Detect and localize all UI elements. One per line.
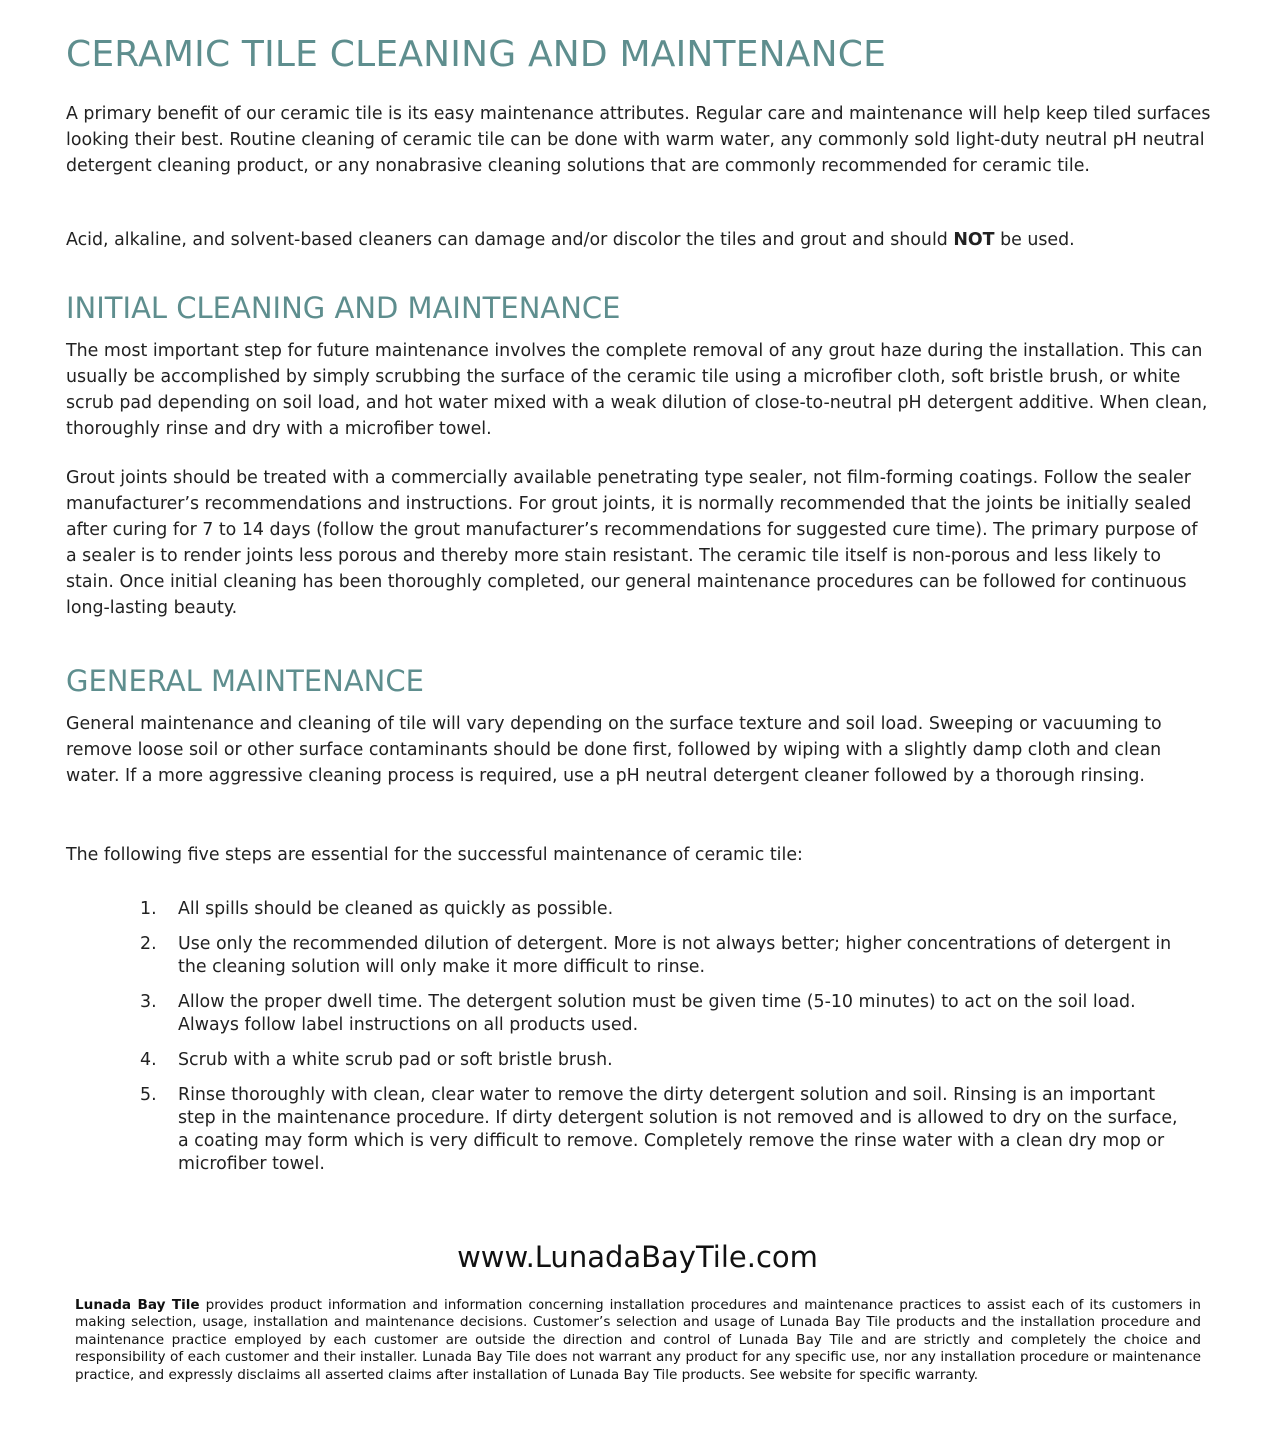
initial-paragraph-2: Grout joints should be treated with a commercially available penetrating type sealer, not film-forming coatings. Follow the sealer manufacturer’s recommendations and instructions. For grout joints, it is normally recommended that the joints be initially sealed after curing for 7 to 14 days (follow the grout manufacturer’s recommendations for suggested cure time). The primary purpose of a sealer is to render joints less porous and thereby more stain resistant. The ceramic tile itself is non-porous and less likely to stain. Once initial cleaning has been thoroughly completed, our general maintenance procedures can be followed for continuous long-lasting beauty. [66, 468, 1198, 618]
step-number: 3. [140, 992, 157, 1012]
disclaimer-brand: Lunada Bay Tile [75, 1297, 200, 1313]
step-number: 4. [140, 1050, 157, 1070]
warning-paragraph [66, 227, 1211, 253]
page-title: CERAMIC TILE CLEANING AND MAINTENANCE [66, 34, 887, 75]
list-item [138, 898, 1178, 921]
step-text: Use only the recommended dilution of detergent. More is not always better; higher concentrations of detergent in the cleaning solution will only make it more difficult to rinse. [178, 934, 1172, 977]
step-number: 1. [140, 899, 157, 919]
general-paragraph-1: General maintenance and cleaning of tile will vary depending on the surface texture and soil load. Sweeping or vacuuming to remove loose soil or other surface contaminants should be done first, followed by wiping with a slightly damp cloth and clean water. If a more aggressive cleaning process is required, use a pH neutral detergent cleaner followed by a thorough rinsing. [66, 714, 1162, 786]
list-item [138, 991, 1178, 1037]
step-text: All spills should be cleaned as quickly as possible. [178, 899, 614, 919]
disclaimer-paragraph [75, 1297, 1201, 1384]
step-text: Allow the proper dwell time. The detergent solution must be given time (5-10 minutes) to act on the soil load. Always follow label instructions on all products used. [178, 992, 1136, 1035]
steps-intro: The following five steps are essential for the successful maintenance of ceramic tile: [66, 845, 803, 865]
step-number: 5. [140, 1085, 157, 1105]
maintenance-steps-list [138, 898, 1178, 1188]
list-item [138, 1084, 1178, 1176]
website-url: www.LunadaBayTile.com [457, 1240, 818, 1274]
step-number: 2. [140, 934, 157, 954]
disclaimer-text: provides product information and information concerning installation procedures and maintenance practices to assist each of its customers in making selection, usage, installation and maintenance decisions. Customer’s selection and usage of Lunada Bay Tile products and the installation procedure and maintenance practice employed by each customer are outside the direction and control of Lunada Bay Tile and are strictly and completely the choice and responsibility of each customer and their installer. Lunada Bay Tile does not warrant any product for any specific use, nor any installation procedure or maintenance practice, and expressly disclaims all asserted claims after installation of Lunada Bay Tile products. See website for specific warranty. [75, 1297, 1201, 1383]
list-item [138, 933, 1178, 979]
warning-text-before: Acid, alkaline, and solvent-based cleaners can damage and/or discolor the tiles and grout and should [66, 230, 954, 250]
general-maintenance-heading: GENERAL MAINTENANCE [66, 664, 424, 698]
warning-text-after: be used. [994, 230, 1075, 250]
list-item [138, 1049, 1178, 1072]
intro-paragraph: A primary benefit of our ceramic tile is its easy maintenance attributes. Regular care and maintenance will help keep tiled surfaces looking their best. Routine cleaning of ceramic tile can be done with warm water, any commonly sold light-duty neutral pH neutral detergent cleaning product, or any nonabrasive cleaning solutions that are commonly recommended for ceramic tile. [66, 104, 1211, 176]
initial-cleaning-heading: INITIAL CLEANING AND MAINTENANCE [66, 291, 621, 325]
initial-paragraph-1: The most important step for future maintenance involves the complete removal of any grout haze during the installation. This can usually be accomplished by simply scrubbing the surface of the ceramic tile using a microfiber cloth, soft bristle brush, or white scrub pad depending on soil load, and hot water mixed with a weak dilution of close-to-neutral pH detergent additive. When clean, thoroughly rinse and dry with a microfiber towel. [66, 341, 1208, 439]
warning-emphasis: NOT [953, 230, 995, 250]
step-text: Scrub with a white scrub pad or soft bristle brush. [178, 1050, 613, 1070]
step-text: Rinse thoroughly with clean, clear water to remove the dirty detergent solution and soil. Rinsing is an important step in the maintenance procedure. If dirty detergent solution is not removed and is allowed to dry on the surface, a coating may form which is very difficult to remove. Completely remove the rinse water with a clean dry mop or microfiber towel. [178, 1085, 1178, 1174]
